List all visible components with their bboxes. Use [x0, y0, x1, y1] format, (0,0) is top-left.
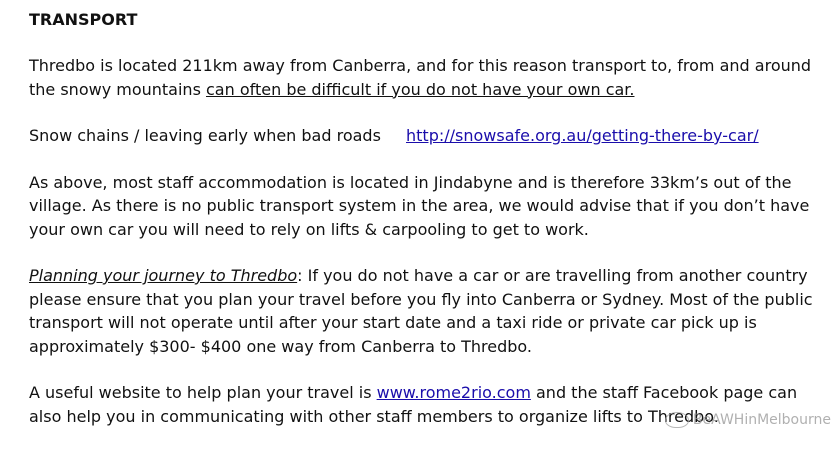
- snow-chains-label: Snow chains / leaving early when bad roads: [29, 126, 381, 145]
- paragraph-location: [29, 54, 829, 101]
- section-heading: TRANSPORT: [29, 10, 138, 29]
- rome2rio-link[interactable]: www.rome2rio.com: [376, 383, 531, 402]
- document-page: [29, 8, 829, 451]
- snow-chains-row: [29, 124, 829, 148]
- website-text-after: and the staff Facebook page can also help you in communicating with other staff members to organize lifts to Thredbo.: [29, 383, 798, 426]
- watermark-text: BeAWHinMelbourne: [692, 412, 831, 428]
- watermark: [665, 412, 831, 428]
- location-text: Thredbo is located 211km away from Canberra, and for this reason transport to, from and around the snowy mountains: [29, 56, 812, 99]
- weibo-logo-icon: [665, 412, 689, 428]
- planning-text: : If you do not have a car or are travelling from another country please ensure that you plan your travel before you fly into Canberra or Sydney. Most of the public transport will not operate until after your start date and a taxi ride or private car pick up is approximately $300- $400 one way from Canberra to Thredbo.: [29, 266, 813, 356]
- difficulty-note: can often be difficult if you do not have your own car.: [206, 79, 635, 99]
- website-text-before: A useful website to help plan your travel is: [29, 383, 377, 402]
- snowsafe-link[interactable]: http://snowsafe.org.au/getting-there-by-car/: [406, 126, 759, 145]
- planning-title: Planning your journey to Thredbo: [29, 266, 298, 285]
- paragraph-planning: [29, 264, 829, 358]
- paragraph-accommodation: As above, most staff accommodation is located in Jindabyne and is therefore 33km’s out of the village. As there is no public transport system in the area, we would advise that if you don’t have your own car you will need to rely on lifts & carpooling to get to work.: [29, 172, 810, 239]
